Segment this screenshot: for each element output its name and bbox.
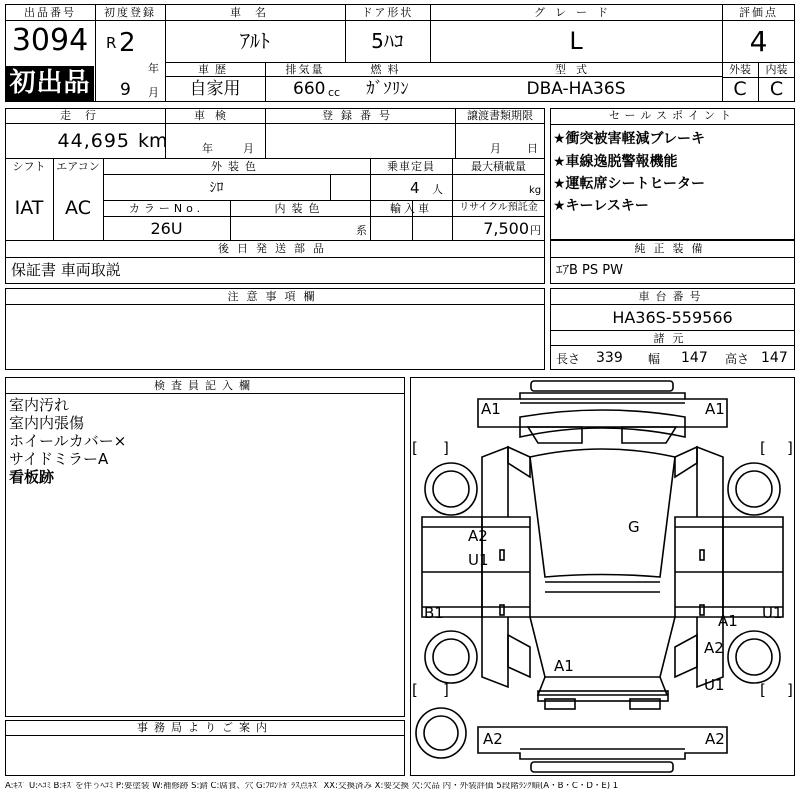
height-label: 高さ bbox=[725, 352, 750, 366]
svg-text:]: ] bbox=[787, 439, 793, 457]
width-value: 147 bbox=[681, 350, 708, 366]
capacity: 4 bbox=[410, 179, 420, 197]
door-type: 5ﾊｺ bbox=[371, 29, 404, 53]
inspection-label: 車検 bbox=[194, 109, 236, 122]
int-color-unit: 系 bbox=[356, 224, 367, 237]
interior-label: 内装 bbox=[765, 63, 788, 76]
sales-point-1: ★衝突被害軽減ブレーキ bbox=[553, 131, 705, 147]
reg-no-label: 登録番号 bbox=[322, 109, 398, 122]
mark-front-right: A1 bbox=[705, 400, 725, 418]
svg-text:[: [ bbox=[412, 439, 418, 457]
svg-text:[: [ bbox=[760, 681, 766, 699]
reg-month-unit: 月 bbox=[148, 86, 159, 99]
score-label: 評価点 bbox=[739, 6, 778, 19]
grade-label: グレード bbox=[534, 6, 618, 19]
color-no: 26U bbox=[150, 219, 183, 238]
inspector-line-4: サイドミラーA bbox=[9, 450, 109, 468]
length-value: 339 bbox=[596, 350, 623, 366]
history-label: 車歴 bbox=[198, 63, 232, 76]
inspector-line-3: ホイールカバー× bbox=[9, 432, 127, 450]
mark-right-sill: U1 bbox=[762, 604, 783, 622]
displacement-unit: cc bbox=[328, 86, 341, 99]
mark-trunk: A1 bbox=[554, 657, 574, 675]
equipment-value: ｴｱB PS PW bbox=[556, 263, 623, 278]
ext-color-label: 外装色 bbox=[211, 160, 262, 173]
inspector-label: 検査員記入欄 bbox=[154, 379, 256, 392]
max-load-unit: kg bbox=[529, 185, 542, 196]
capacity-unit: 人 bbox=[432, 183, 443, 196]
mark-right-door-rear: A1 bbox=[718, 612, 738, 630]
exterior-label: 外装 bbox=[729, 63, 751, 76]
svg-text:]: ] bbox=[787, 681, 793, 699]
mark-door-fl-upper: A2 bbox=[468, 527, 488, 545]
exterior-score: C bbox=[733, 78, 747, 100]
svg-text:]: ] bbox=[443, 681, 449, 699]
sales-point-2: ★車線逸脱警報機能 bbox=[553, 154, 678, 170]
model: DBA-HA36S bbox=[526, 79, 626, 99]
mark-right-quarter-lower: U1 bbox=[704, 676, 725, 694]
car-name: ｱﾙﾄ bbox=[240, 29, 270, 53]
insp-year-unit: 年 bbox=[202, 142, 213, 155]
car-name-label: 車名 bbox=[230, 6, 280, 19]
recycle-unit: 円 bbox=[530, 224, 541, 237]
mark-front-left: A1 bbox=[481, 400, 501, 418]
capacity-label: 乗車定員 bbox=[387, 160, 435, 173]
svg-text:[: [ bbox=[412, 681, 418, 699]
car-diagram bbox=[410, 377, 795, 776]
interior-score: C bbox=[769, 78, 784, 100]
width-label: 幅 bbox=[648, 352, 661, 366]
color-no-label: カラーNo. bbox=[128, 202, 205, 215]
door-label: ドア形状 bbox=[361, 6, 414, 19]
transfer-label: 譲渡書類期限 bbox=[467, 109, 533, 122]
ext-color: ｼﾛ bbox=[209, 180, 224, 196]
mark-rear-right: A2 bbox=[705, 730, 725, 748]
office-label: 事務局よりご案内 bbox=[137, 721, 273, 734]
inspector-line-2: 室内内張傷 bbox=[9, 414, 85, 432]
import-label: 輸入車 bbox=[390, 202, 432, 215]
parts-value: 保証書 車両取説 bbox=[11, 261, 121, 279]
legend-text: A:ｷｽﾞ U:ﾍｺﾐ B:ｷｽﾞを伴うﾍｺﾐ P:要塗装 W:補修跡 S:錆 C:腐食、穴 G:ﾌﾛﾝﾄｶﾞﾗｽ点ｷｽﾞ XX:交換済み X:要交換 欠:欠品 内・外装評価 5段階ﾗﾝｸ順(A・B・C・D・E) 1 bbox=[5, 782, 619, 791]
sales-point-4: ★キーレスキー bbox=[553, 198, 649, 214]
length-label: 長さ bbox=[556, 352, 581, 366]
mileage-unit: km bbox=[138, 130, 168, 152]
chassis-number: HA36S-559566 bbox=[612, 308, 733, 327]
era: R bbox=[106, 34, 117, 52]
sales-label: セールスポイント bbox=[608, 109, 736, 122]
first-reg-label: 初度登録 bbox=[104, 6, 156, 19]
height-value: 147 bbox=[761, 350, 788, 366]
model-label: 型式 bbox=[555, 63, 597, 76]
reg-month: 9 bbox=[120, 80, 131, 100]
insp-month-unit: 月 bbox=[243, 142, 254, 155]
sales-point-3: ★運転席シートヒーター bbox=[553, 176, 705, 192]
score: 4 bbox=[749, 25, 768, 58]
shift: IAT bbox=[14, 197, 44, 219]
recycle-label: リサイクル預託金 bbox=[459, 202, 538, 213]
history: 自家用 bbox=[189, 79, 241, 99]
inspector-line-1: 室内汚れ bbox=[9, 396, 70, 414]
parts-label: 後日発送部品 bbox=[218, 242, 332, 255]
int-color-label: 内装色 bbox=[274, 202, 326, 215]
mileage: 44,695 bbox=[57, 130, 130, 152]
fuel-label: 燃料 bbox=[370, 63, 405, 76]
first-listing-badge: 初出品 bbox=[6, 66, 94, 101]
mark-rear-left: A2 bbox=[483, 730, 503, 748]
svg-text:[: [ bbox=[760, 439, 766, 457]
reg-year-unit: 年 bbox=[148, 62, 159, 75]
inspector-line-5: 看板跡 bbox=[9, 468, 55, 486]
recycle-amount: 7,500 bbox=[483, 219, 529, 238]
svg-text:]: ] bbox=[443, 439, 449, 457]
fuel: ｶﾞｿﾘﾝ bbox=[366, 79, 409, 99]
lot-no: 3094 bbox=[11, 23, 89, 58]
chassis-label: 車台番号 bbox=[638, 290, 707, 303]
mark-left-sill: B1 bbox=[424, 604, 444, 622]
max-load-label: 最大積載量 bbox=[471, 160, 526, 173]
mark-door-fl-lower: U1 bbox=[468, 551, 489, 569]
ac: AC bbox=[65, 197, 91, 219]
mark-roof: G bbox=[628, 518, 640, 536]
ac-label: エアコン bbox=[56, 160, 100, 173]
sales-points-section bbox=[550, 108, 795, 240]
grade: L bbox=[569, 27, 583, 55]
dims-label: 諸元 bbox=[653, 332, 692, 345]
lot-no-label: 出品番号 bbox=[24, 6, 76, 19]
displacement-label: 排気量 bbox=[285, 63, 325, 76]
mark-right-quarter-upper: A2 bbox=[704, 639, 724, 657]
shift-label: シフト bbox=[12, 160, 46, 173]
displacement: 660 bbox=[293, 79, 326, 99]
reg-year: 2 bbox=[119, 28, 136, 58]
transfer-day-unit: 日 bbox=[527, 142, 538, 155]
notes-label: 注意事項欄 bbox=[227, 290, 323, 303]
mileage-label: 走行 bbox=[60, 109, 110, 122]
transfer-month-unit: 月 bbox=[490, 142, 501, 155]
equipment-label: 純正装備 bbox=[634, 242, 711, 255]
